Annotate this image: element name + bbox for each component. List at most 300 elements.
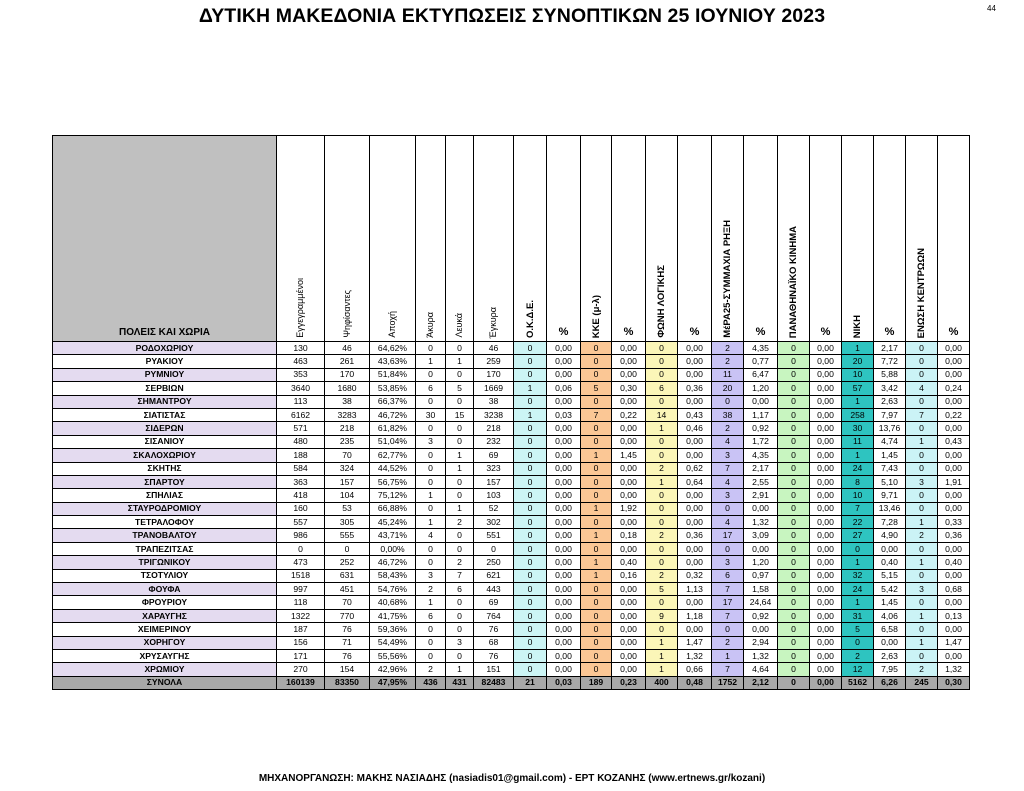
cell-mera25-pct: 1,32 <box>744 649 778 662</box>
header-row <box>53 136 970 342</box>
cell-foni-votes: 5 <box>646 583 678 596</box>
cell-niki-votes: 32 <box>842 569 874 582</box>
cell-mera25-pct: 6,47 <box>744 368 778 381</box>
cell-kke-votes: 1 <box>581 502 612 515</box>
cell-okde-votes: 0 <box>514 355 547 368</box>
cell-okde-pct: 0,00 <box>547 596 581 609</box>
cell-okde-pct: 0,00 <box>547 529 581 542</box>
cell-voted: 3283 <box>325 408 370 421</box>
cell-niki-votes: 2 <box>842 649 874 662</box>
cell-foni-votes: 0 <box>646 342 678 355</box>
cell-registered: 473 <box>277 556 325 569</box>
cell-panathinaiko-votes: 0 <box>778 355 810 368</box>
cell-valid: 218 <box>474 422 514 435</box>
cell-niki-pct: 1,45 <box>874 449 906 462</box>
cell-valid: 68 <box>474 636 514 649</box>
cell-enosi-votes: 1 <box>906 556 938 569</box>
cell-mera25-pct: 0,77 <box>744 355 778 368</box>
cell-enosi-votes: 0 <box>906 462 938 475</box>
cell-foni-pct: 0,66 <box>678 663 712 676</box>
cell-mera25-votes: 4 <box>712 475 744 488</box>
cell-abstention: 44,52% <box>370 462 416 475</box>
cell-foni-pct: 0,00 <box>678 502 712 515</box>
cell-foni-votes: 0 <box>646 623 678 636</box>
table-row <box>53 462 970 475</box>
cell-panathinaiko-votes: 0 <box>778 368 810 381</box>
cell-invalid: 6 <box>416 382 446 395</box>
cell-niki-pct: 4,74 <box>874 435 906 448</box>
cell-valid: 157 <box>474 475 514 488</box>
cell-kke-votes: 0 <box>581 623 612 636</box>
cell-abstention: 53,85% <box>370 382 416 395</box>
cell-invalid: 0 <box>416 449 446 462</box>
cell-okde-pct: 0,00 <box>547 449 581 462</box>
cell-foni-votes: 1 <box>646 475 678 488</box>
cell-mera25-votes: 1752 <box>712 676 744 689</box>
cell-niki-pct: 13,76 <box>874 422 906 435</box>
table-row <box>53 368 970 381</box>
cell-mera25-votes: 2 <box>712 636 744 649</box>
cell-registered: 188 <box>277 449 325 462</box>
cell-registered: 156 <box>277 636 325 649</box>
cell-panathinaiko-pct: 0,00 <box>810 449 842 462</box>
cell-mera25-pct: 4,64 <box>744 663 778 676</box>
cell-invalid: 30 <box>416 408 446 421</box>
cell-kke-pct: 0,30 <box>612 382 646 395</box>
header-niki: ΝΙΚΗ <box>842 136 874 342</box>
cell-niki-pct: 4,06 <box>874 609 906 622</box>
cell-foni-pct: 0,00 <box>678 435 712 448</box>
cell-niki-pct: 3,42 <box>874 382 906 395</box>
cell-enosi-votes: 0 <box>906 355 938 368</box>
cell-kke-votes: 1 <box>581 556 612 569</box>
cell-voted: 261 <box>325 355 370 368</box>
cell-mera25-pct: 1,17 <box>744 408 778 421</box>
cell-okde-pct: 0,00 <box>547 368 581 381</box>
cell-foni-pct: 0,00 <box>678 449 712 462</box>
cell-foni-votes: 9 <box>646 609 678 622</box>
cell-mera25-votes: 7 <box>712 462 744 475</box>
cell-place-name: ΣΤΑΥΡΟΔΡΟΜΙΟΥ <box>53 502 277 515</box>
cell-voted: 235 <box>325 435 370 448</box>
cell-enosi-votes: 0 <box>906 449 938 462</box>
cell-invalid: 1 <box>416 596 446 609</box>
cell-enosi-pct: 0,00 <box>938 422 970 435</box>
cell-enosi-votes: 1 <box>906 516 938 529</box>
cell-blank: 0 <box>446 529 474 542</box>
cell-registered: 171 <box>277 649 325 662</box>
cell-niki-pct: 2,17 <box>874 342 906 355</box>
table-row <box>53 623 970 636</box>
cell-okde-votes: 0 <box>514 422 547 435</box>
cell-okde-votes: 1 <box>514 382 547 395</box>
cell-niki-votes: 31 <box>842 609 874 622</box>
cell-mera25-votes: 7 <box>712 583 744 596</box>
cell-panathinaiko-pct: 0,00 <box>810 676 842 689</box>
cell-niki-pct: 7,43 <box>874 462 906 475</box>
cell-panathinaiko-votes: 0 <box>778 516 810 529</box>
cell-panathinaiko-pct: 0,00 <box>810 395 842 408</box>
cell-blank: 0 <box>446 623 474 636</box>
cell-place-name: ΦΡΟΥΡΙΟΥ <box>53 596 277 609</box>
cell-place-name: ΣΙΣΑΝΙΟΥ <box>53 435 277 448</box>
table-row <box>53 342 970 355</box>
cell-kke-pct: 0,00 <box>612 663 646 676</box>
header-places: ΠΟΛΕΙΣ ΚΑΙ ΧΩΡΙΑ <box>53 136 277 342</box>
cell-enosi-pct: 0,33 <box>938 516 970 529</box>
cell-blank: 0 <box>446 342 474 355</box>
cell-kke-pct: 0,00 <box>612 542 646 555</box>
cell-panathinaiko-pct: 0,00 <box>810 462 842 475</box>
cell-okde-votes: 0 <box>514 502 547 515</box>
cell-invalid: 0 <box>416 422 446 435</box>
cell-valid: 103 <box>474 489 514 502</box>
cell-panathinaiko-pct: 0,00 <box>810 435 842 448</box>
cell-kke-votes: 0 <box>581 583 612 596</box>
cell-kke-votes: 0 <box>581 462 612 475</box>
cell-enosi-pct: 0,00 <box>938 342 970 355</box>
cell-mera25-pct: 0,00 <box>744 542 778 555</box>
cell-voted: 46 <box>325 342 370 355</box>
cell-blank: 1 <box>446 663 474 676</box>
table-row <box>53 556 970 569</box>
cell-okde-votes: 21 <box>514 676 547 689</box>
cell-valid: 170 <box>474 368 514 381</box>
cell-niki-votes: 0 <box>842 636 874 649</box>
cell-registered: 3640 <box>277 382 325 395</box>
table-row <box>53 569 970 582</box>
cell-niki-pct: 6,58 <box>874 623 906 636</box>
cell-okde-votes: 0 <box>514 435 547 448</box>
cell-enosi-pct: 0,00 <box>938 569 970 582</box>
cell-registered: 113 <box>277 395 325 408</box>
footer-credits: ΜΗΧΑΝΟΡΓΑΝΩΣΗ: ΜΑΚΗΣ ΝΑΣΙΑΔΗΣ (nasiadis01@gmail.com) - ΕΡΤ ΚΟΖΑΝΗΣ (www.ertnews.gr/kozani) <box>258 773 766 784</box>
cell-mera25-votes: 2 <box>712 355 744 368</box>
cell-okde-pct: 0,00 <box>547 355 581 368</box>
cell-mera25-pct: 2,55 <box>744 475 778 488</box>
cell-place-name: ΤΡΑΠΕΖΙΤΣΑΣ <box>53 542 277 555</box>
cell-niki-votes: 30 <box>842 422 874 435</box>
cell-enosi-pct: 0,13 <box>938 609 970 622</box>
cell-kke-votes: 0 <box>581 649 612 662</box>
cell-foni-votes: 1 <box>646 636 678 649</box>
cell-foni-pct: 1,18 <box>678 609 712 622</box>
cell-panathinaiko-votes: 0 <box>778 556 810 569</box>
cell-blank: 1 <box>446 355 474 368</box>
cell-foni-pct: 0,36 <box>678 529 712 542</box>
cell-niki-pct: 4,90 <box>874 529 906 542</box>
cell-okde-votes: 0 <box>514 596 547 609</box>
cell-panathinaiko-pct: 0,00 <box>810 422 842 435</box>
cell-abstention: 56,75% <box>370 475 416 488</box>
table-row <box>53 422 970 435</box>
cell-abstention: 51,04% <box>370 435 416 448</box>
cell-abstention: 66,37% <box>370 395 416 408</box>
cell-valid: 443 <box>474 583 514 596</box>
cell-kke-pct: 0,00 <box>612 368 646 381</box>
cell-niki-votes: 1 <box>842 342 874 355</box>
cell-blank: 6 <box>446 583 474 596</box>
cell-place-name: ΣΙΔΕΡΩΝ <box>53 422 277 435</box>
cell-mera25-votes: 6 <box>712 569 744 582</box>
header-pct: % <box>810 136 842 342</box>
cell-blank: 1 <box>446 462 474 475</box>
cell-registered: 1322 <box>277 609 325 622</box>
cell-foni-votes: 0 <box>646 502 678 515</box>
cell-blank: 0 <box>446 542 474 555</box>
cell-mera25-pct: 24,64 <box>744 596 778 609</box>
cell-voted: 70 <box>325 596 370 609</box>
cell-blank: 15 <box>446 408 474 421</box>
cell-okde-votes: 1 <box>514 408 547 421</box>
cell-foni-pct: 0,46 <box>678 422 712 435</box>
cell-kke-votes: 0 <box>581 355 612 368</box>
cell-valid: 259 <box>474 355 514 368</box>
cell-okde-pct: 0,00 <box>547 489 581 502</box>
cell-kke-votes: 1 <box>581 529 612 542</box>
cell-abstention: 75,12% <box>370 489 416 502</box>
cell-okde-pct: 0,06 <box>547 382 581 395</box>
cell-enosi-pct: 1,91 <box>938 475 970 488</box>
cell-panathinaiko-pct: 0,00 <box>810 636 842 649</box>
cell-valid: 151 <box>474 663 514 676</box>
cell-place-name: ΣΕΡΒΙΩΝ <box>53 382 277 395</box>
cell-mera25-votes: 3 <box>712 449 744 462</box>
cell-okde-pct: 0,03 <box>547 676 581 689</box>
table-row <box>53 475 970 488</box>
cell-niki-pct: 13,46 <box>874 502 906 515</box>
cell-registered: 997 <box>277 583 325 596</box>
cell-kke-pct: 0,00 <box>612 395 646 408</box>
table-row <box>53 636 970 649</box>
cell-panathinaiko-pct: 0,00 <box>810 569 842 582</box>
table-body <box>53 342 970 690</box>
cell-enosi-pct: 0,00 <box>938 596 970 609</box>
cell-invalid: 0 <box>416 342 446 355</box>
cell-kke-votes: 0 <box>581 342 612 355</box>
cell-invalid: 0 <box>416 542 446 555</box>
cell-abstention: 64,62% <box>370 342 416 355</box>
cell-valid: 76 <box>474 623 514 636</box>
cell-niki-votes: 5 <box>842 623 874 636</box>
totals-row <box>53 676 970 689</box>
cell-okde-votes: 0 <box>514 649 547 662</box>
cell-panathinaiko-pct: 0,00 <box>810 489 842 502</box>
cell-kke-votes: 0 <box>581 435 612 448</box>
cell-mera25-pct: 0,00 <box>744 395 778 408</box>
cell-niki-pct: 2,63 <box>874 649 906 662</box>
cell-valid: 52 <box>474 502 514 515</box>
cell-place-name: ΤΣΟΤΥΛΙΟΥ <box>53 569 277 582</box>
cell-enosi-pct: 0,00 <box>938 623 970 636</box>
cell-okde-votes: 0 <box>514 569 547 582</box>
table-row <box>53 649 970 662</box>
cell-invalid: 2 <box>416 583 446 596</box>
cell-kke-pct: 0,00 <box>612 516 646 529</box>
cell-okde-pct: 0,00 <box>547 395 581 408</box>
cell-enosi-pct: 0,40 <box>938 556 970 569</box>
table-row <box>53 382 970 395</box>
cell-okde-pct: 0,00 <box>547 556 581 569</box>
cell-enosi-pct: 0,36 <box>938 529 970 542</box>
cell-registered: 130 <box>277 342 325 355</box>
table-row <box>53 449 970 462</box>
cell-kke-votes: 0 <box>581 475 612 488</box>
cell-kke-votes: 1 <box>581 569 612 582</box>
cell-enosi-votes: 2 <box>906 663 938 676</box>
cell-registered: 986 <box>277 529 325 542</box>
cell-enosi-votes: 4 <box>906 382 938 395</box>
header-pct: % <box>874 136 906 342</box>
cell-panathinaiko-pct: 0,00 <box>810 663 842 676</box>
cell-voted: 71 <box>325 636 370 649</box>
cell-kke-pct: 0,00 <box>612 355 646 368</box>
cell-panathinaiko-pct: 0,00 <box>810 475 842 488</box>
cell-okde-pct: 0,03 <box>547 408 581 421</box>
cell-registered: 353 <box>277 368 325 381</box>
cell-okde-pct: 0,00 <box>547 475 581 488</box>
cell-mera25-votes: 4 <box>712 516 744 529</box>
cell-enosi-votes: 0 <box>906 395 938 408</box>
cell-okde-pct: 0,00 <box>547 542 581 555</box>
cell-niki-votes: 57 <box>842 382 874 395</box>
cell-panathinaiko-votes: 0 <box>778 583 810 596</box>
cell-enosi-pct: 0,00 <box>938 355 970 368</box>
cell-invalid: 3 <box>416 569 446 582</box>
cell-registered: 418 <box>277 489 325 502</box>
header-valid: Έγκυρα <box>474 136 514 342</box>
cell-kke-pct: 0,23 <box>612 676 646 689</box>
cell-registered: 6162 <box>277 408 325 421</box>
cell-foni-votes: 0 <box>646 368 678 381</box>
header-voted: Ψηφίσαντες <box>325 136 370 342</box>
cell-registered: 118 <box>277 596 325 609</box>
header-registered: Εγγεγραμμένοι <box>277 136 325 342</box>
cell-enosi-pct: 0,00 <box>938 489 970 502</box>
cell-panathinaiko-pct: 0,00 <box>810 623 842 636</box>
cell-kke-pct: 0,16 <box>612 569 646 582</box>
cell-invalid: 0 <box>416 368 446 381</box>
cell-okde-pct: 0,00 <box>547 342 581 355</box>
cell-mera25-pct: 2,12 <box>744 676 778 689</box>
cell-valid: 1669 <box>474 382 514 395</box>
cell-mera25-pct: 1,32 <box>744 516 778 529</box>
cell-niki-pct: 5,88 <box>874 368 906 381</box>
cell-place-name: ΣΚΑΛΟΧΩΡΙΟΥ <box>53 449 277 462</box>
cell-mera25-votes: 2 <box>712 422 744 435</box>
cell-niki-pct: 7,28 <box>874 516 906 529</box>
cell-mera25-pct: 4,35 <box>744 342 778 355</box>
cell-mera25-votes: 3 <box>712 556 744 569</box>
cell-mera25-pct: 0,00 <box>744 623 778 636</box>
cell-kke-pct: 0,00 <box>612 649 646 662</box>
cell-okde-votes: 0 <box>514 516 547 529</box>
cell-okde-pct: 0,00 <box>547 636 581 649</box>
cell-valid: 621 <box>474 569 514 582</box>
cell-valid: 551 <box>474 529 514 542</box>
cell-panathinaiko-pct: 0,00 <box>810 556 842 569</box>
cell-foni-votes: 0 <box>646 542 678 555</box>
cell-kke-votes: 0 <box>581 516 612 529</box>
cell-kke-votes: 5 <box>581 382 612 395</box>
cell-voted: 38 <box>325 395 370 408</box>
cell-place-name: ΣΚΗΤΗΣ <box>53 462 277 475</box>
cell-abstention: 42,96% <box>370 663 416 676</box>
cell-voted: 0 <box>325 542 370 555</box>
cell-foni-pct: 0,32 <box>678 569 712 582</box>
cell-mera25-pct: 2,94 <box>744 636 778 649</box>
table-row <box>53 529 970 542</box>
cell-foni-pct: 0,00 <box>678 395 712 408</box>
cell-foni-votes: 2 <box>646 529 678 542</box>
cell-mera25-votes: 0 <box>712 623 744 636</box>
cell-foni-pct: 0,00 <box>678 489 712 502</box>
cell-panathinaiko-votes: 0 <box>778 502 810 515</box>
cell-niki-votes: 1 <box>842 449 874 462</box>
cell-niki-votes: 20 <box>842 355 874 368</box>
cell-panathinaiko-votes: 0 <box>778 623 810 636</box>
cell-foni-votes: 1 <box>646 649 678 662</box>
cell-place-name: ΧΑΡΑΥΓΗΣ <box>53 609 277 622</box>
cell-mera25-votes: 38 <box>712 408 744 421</box>
results-table <box>52 135 970 690</box>
table-row <box>53 663 970 676</box>
cell-registered: 160139 <box>277 676 325 689</box>
cell-registered: 160 <box>277 502 325 515</box>
cell-voted: 218 <box>325 422 370 435</box>
cell-enosi-votes: 0 <box>906 542 938 555</box>
cell-enosi-pct: 0,00 <box>938 462 970 475</box>
table-row <box>53 542 970 555</box>
cell-kke-pct: 0,00 <box>612 596 646 609</box>
cell-voted: 170 <box>325 368 370 381</box>
cell-invalid: 6 <box>416 609 446 622</box>
cell-okde-pct: 0,00 <box>547 516 581 529</box>
cell-niki-votes: 1 <box>842 395 874 408</box>
cell-abstention: 58,43% <box>370 569 416 582</box>
cell-enosi-votes: 1 <box>906 435 938 448</box>
cell-panathinaiko-pct: 0,00 <box>810 382 842 395</box>
cell-niki-pct: 2,63 <box>874 395 906 408</box>
table-row <box>53 435 970 448</box>
cell-kke-pct: 0,00 <box>612 462 646 475</box>
cell-abstention: 66,88% <box>370 502 416 515</box>
cell-okde-votes: 0 <box>514 583 547 596</box>
header-blank: Λευκά <box>446 136 474 342</box>
cell-invalid: 0 <box>416 395 446 408</box>
cell-kke-pct: 0,18 <box>612 529 646 542</box>
cell-abstention: 61,82% <box>370 422 416 435</box>
cell-niki-votes: 24 <box>842 583 874 596</box>
cell-niki-votes: 10 <box>842 368 874 381</box>
cell-invalid: 4 <box>416 529 446 542</box>
cell-niki-pct: 0,00 <box>874 542 906 555</box>
cell-place-name: ΤΕΤΡΑΛΟΦΟΥ <box>53 516 277 529</box>
cell-mera25-pct: 3,09 <box>744 529 778 542</box>
cell-panathinaiko-votes: 0 <box>778 636 810 649</box>
cell-okde-pct: 0,00 <box>547 435 581 448</box>
cell-enosi-pct: 0,22 <box>938 408 970 421</box>
header-okde: Ο.Κ.Δ.Ε. <box>514 136 547 342</box>
cell-voted: 451 <box>325 583 370 596</box>
cell-enosi-pct: 0,24 <box>938 382 970 395</box>
header-enosi-kentroon: ΕΝΩΣΗ ΚΕΝΤΡΩΩΝ <box>906 136 938 342</box>
cell-place-name: ΣΥΝΟΛΑ <box>53 676 277 689</box>
cell-kke-votes: 0 <box>581 422 612 435</box>
cell-okde-pct: 0,00 <box>547 422 581 435</box>
cell-valid: 250 <box>474 556 514 569</box>
cell-enosi-pct: 0,00 <box>938 542 970 555</box>
